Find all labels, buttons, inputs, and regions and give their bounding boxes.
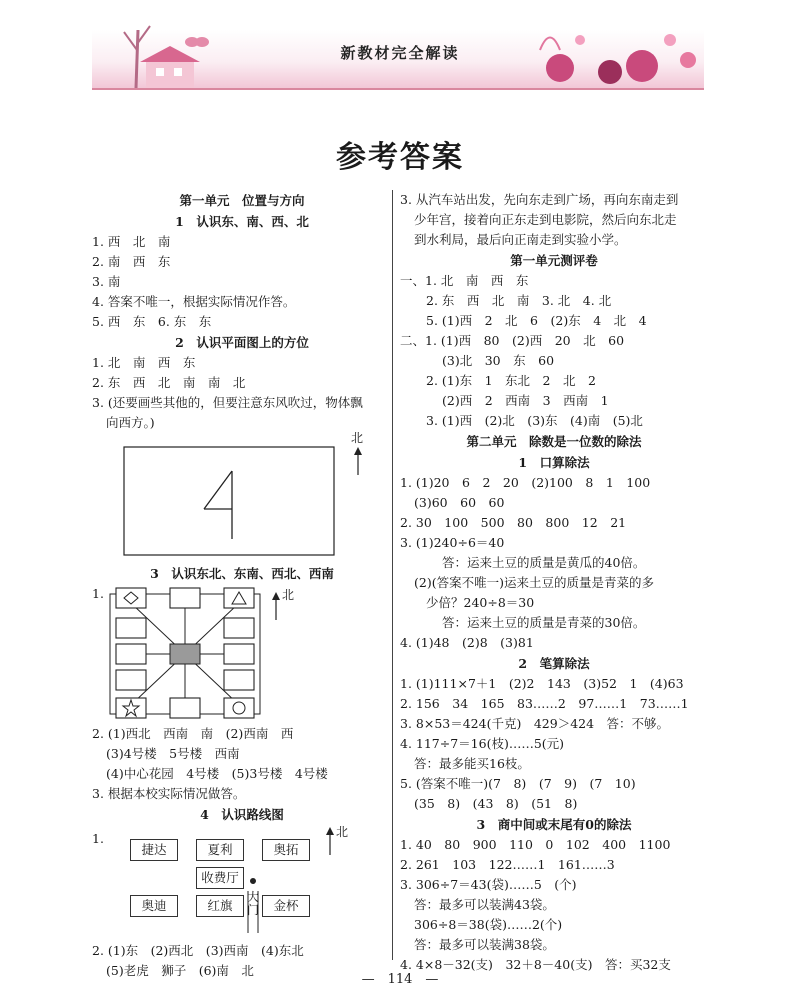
answer-line: 1. (1)20 6 2 20 (2)100 8 1 100	[400, 475, 651, 490]
answer-line: 答：最多可以装满43袋。	[414, 897, 555, 912]
route-box-hongqi: 红旗	[196, 895, 244, 917]
route-box-alto: 奥拓	[262, 839, 310, 861]
question-number: 1.	[92, 831, 104, 846]
route-box-jetta: 捷达	[130, 839, 178, 861]
section1-title: 1 认识东、南、西、北	[175, 214, 309, 229]
answer-line: (3)60 60 60	[414, 495, 505, 510]
answer-line: 二、1. (1)西 80 (2)西 20 北 60	[400, 333, 625, 348]
answer-line: 答：最多可以装满38袋。	[414, 937, 555, 952]
answer-line: 4. 117÷7＝16(枝)……5(元)	[400, 736, 565, 751]
route-box-xiali: 夏利	[196, 839, 244, 861]
answer-line: 少倍？240÷8＝30	[426, 595, 535, 610]
answer-line: 2. 东 西 北 南 3. 北 4. 北	[426, 293, 612, 308]
answer-line: 3. 南	[92, 274, 121, 289]
answer-line: 向西方。)	[106, 415, 155, 430]
route-figure	[92, 825, 392, 941]
k3-title: 3 商中间或末尾有0的除法	[476, 817, 632, 832]
answer-line: (2)西 2 西南 3 西南 1	[442, 393, 609, 408]
north-label: 北	[351, 431, 364, 445]
left-column	[92, 190, 392, 981]
answer-line: 3. 8×53＝424(千克) 429＞424 答：不够。	[400, 716, 670, 731]
north-label: 北	[282, 588, 295, 602]
section4-title: 4 认识路线图	[200, 807, 284, 822]
section3-title: 3 认识东北、东南、西北、西南	[150, 566, 334, 581]
north-label: 北	[336, 825, 349, 839]
answer-line: 1. 40 80 900 110 0 102 400 1100	[400, 837, 671, 852]
page-title: 参考答案	[336, 140, 464, 175]
answer-line: 答：运来土豆的质量是黄瓜的40倍。	[442, 555, 646, 570]
answer-line: 306÷8＝38(袋)……2(个)	[414, 917, 563, 932]
answer-line: 1. 西 北 南	[92, 234, 171, 249]
header-title: 新教材完全解读	[340, 44, 460, 62]
k1-title: 1 口算除法	[518, 455, 590, 470]
answer-line: 3. (1)西 (2)北 (3)东 (4)南 (5)北	[426, 413, 643, 428]
section2-title: 2 认识平面图上的方位	[175, 335, 309, 350]
answer-line: 3. 306÷7＝43(袋)……5 (个)	[400, 877, 577, 892]
test1-title: 第一单元测评卷	[510, 253, 598, 268]
answer-line: (5)老虎 狮子 (6)南 北	[106, 963, 254, 978]
building-grid	[92, 584, 392, 724]
question-number: 1.	[92, 586, 104, 601]
answer-line: 5. (1)西 2 北 6 (2)东 4 北 4	[426, 313, 647, 328]
unit2-title: 第二单元 除数是一位数的除法	[466, 434, 642, 449]
answer-line: 2. 156 34 165 83……2 97……1 73……1	[400, 696, 689, 711]
answer-line: 答：最多能买16枝。	[414, 756, 530, 771]
gate-char: 大	[247, 890, 260, 904]
flag-figure	[92, 433, 392, 561]
flag-diagram	[92, 433, 392, 561]
answer-line: 2. (1)西北 西南 南 (2)西南 西	[92, 726, 294, 741]
answer-line: 少年宫，接着向正东走到电影院，然后向东北走	[414, 212, 677, 227]
route-box-jinbei: 金杯	[262, 895, 310, 917]
answer-line: 3. 从汽车站出发，先向东走到广场，再向东南走到	[400, 192, 679, 207]
answer-line: 3. (还要画些其他的，但要注意东风吹过，物体飘	[92, 395, 363, 410]
unit1-title: 第一单元 位置与方向	[179, 193, 305, 208]
answer-line: 3. 根据本校实际情况做答。	[92, 786, 246, 801]
page-number: — 114 —	[361, 972, 439, 987]
answer-line: 答：运来土豆的质量是青菜的30倍。	[442, 615, 646, 630]
right-column	[400, 190, 708, 975]
answer-line: 到水利局，最后向正南走到实验小学。	[414, 232, 627, 247]
route-box-tollbooth: 收费厅	[196, 867, 244, 889]
column-divider	[392, 190, 393, 960]
answer-line: 2. 261 103 122……1 161……3	[400, 857, 615, 872]
answer-line: 4. (1)48 (2)8 (3)81	[400, 635, 534, 650]
gate-char: 门	[247, 903, 260, 917]
answer-line: 5. (答案不唯一)(7 8) (7 9) (7 10)	[400, 776, 636, 791]
answer-line: 1. 北 南 西 东	[92, 355, 196, 370]
answer-line: 2. 南 西 东	[92, 254, 171, 269]
answer-line: 2. (1)东 1 东北 2 北 2	[426, 373, 596, 388]
answer-line: 4. 4×8－32(支) 32＋8－40(支) 答：买32支	[400, 957, 671, 972]
answer-line: (4)中心花园 4号楼 (5)3号楼 4号楼	[106, 766, 328, 781]
answer-line: 2. (1)东 (2)西北 (3)西南 (4)东北	[92, 943, 304, 958]
answer-line: 3. (1)240÷6＝40	[400, 535, 505, 550]
answer-line: (35 8) (43 8) (51 8)	[414, 796, 578, 811]
answer-line: 4. 答案不唯一，根据实际情况作答。	[92, 294, 296, 309]
answer-line: 1. (1)111×7＋1 (2)2 143 (3)52 1 (4)63	[400, 676, 684, 691]
gate-label	[247, 891, 259, 917]
route-box-audi: 奥迪	[130, 895, 178, 917]
answer-line: (2)(答案不唯一)运来土豆的质量是青菜的多	[414, 575, 654, 590]
answer-line: 5. 西 东 6. 东 东	[92, 314, 212, 329]
answer-line: (3)4号楼 5号楼 西南	[106, 746, 240, 761]
route-lines	[92, 825, 392, 941]
answer-line: (3)北 30 东 60	[442, 353, 555, 368]
answer-line: 2. 30 100 500 80 800 12 21	[400, 515, 627, 530]
answer-line: 一、1. 北 南 西 东	[400, 273, 529, 288]
answer-line: 2. 东 西 北 南 南 北	[92, 375, 246, 390]
k2-title: 2 笔算除法	[518, 656, 590, 671]
building-figure	[92, 584, 392, 724]
